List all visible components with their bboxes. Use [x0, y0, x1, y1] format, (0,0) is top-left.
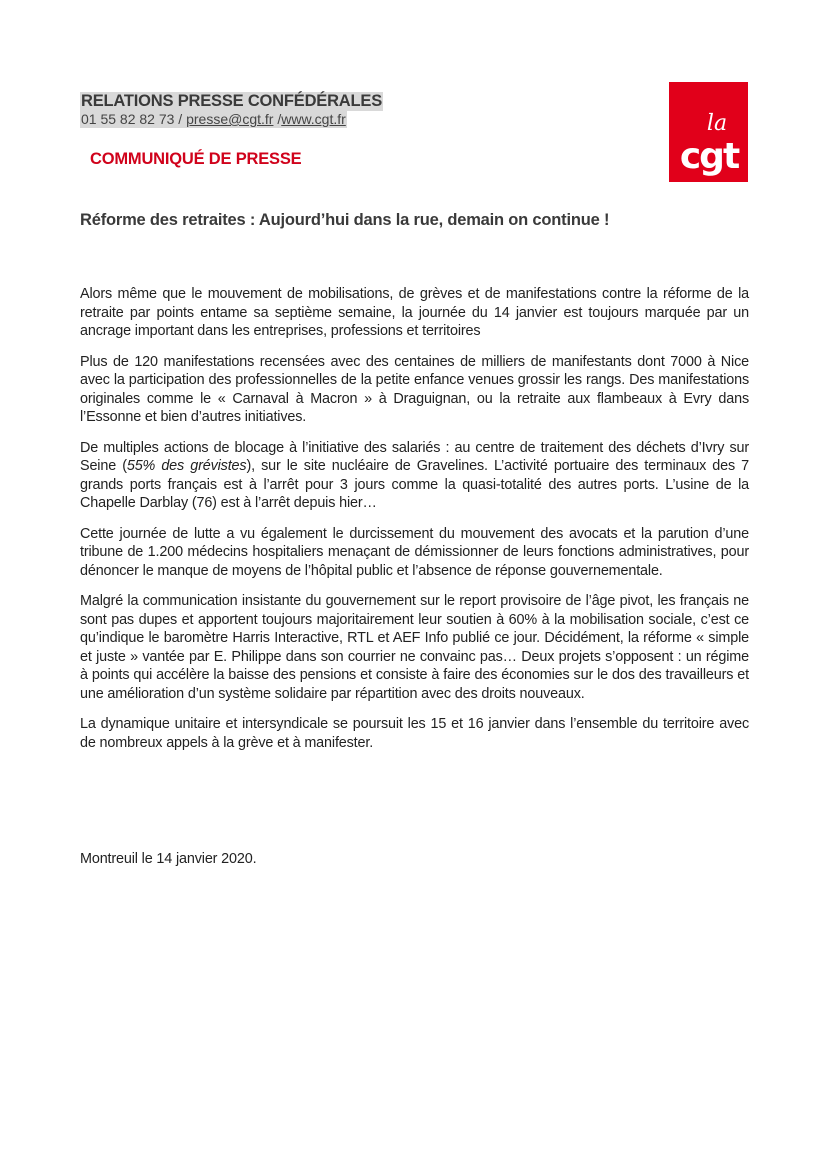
- contact-line: [80, 111, 347, 128]
- phone-number: 01 55 82 82 73: [81, 111, 175, 127]
- paragraph-text: ), sur le site nucléaire de Gravelines. L’activité portuaire des terminaux des 7 grands ports français est à l’arrêt pour 3 jours comme la quasi-totalité des autres ports. L’usine de la Chapelle Darblay (76) est à l’arrêt depuis hier…: [80, 458, 750, 511]
- contact-separator: /: [273, 111, 282, 127]
- website-link[interactable]: www.cgt.fr: [281, 111, 346, 127]
- headline: Réforme des retraites : Aujourd’hui dans la rue, demain on continue !: [80, 211, 610, 229]
- press-release-label: COMMUNIQUÉ DE PRESSE: [90, 150, 302, 168]
- paragraph: La dynamique unitaire et intersyndicale se poursuit les 15 et 16 janvier dans l’ensemble du territoire avec de nombreux appels à la grève et à manifester.: [80, 716, 749, 751]
- paragraph: [80, 439, 749, 513]
- email-link[interactable]: presse@cgt.fr: [186, 111, 274, 127]
- org-title: RELATIONS PRESSE CONFÉDÉRALES: [81, 92, 383, 110]
- press-relations-header: [80, 92, 383, 129]
- strike-percentage: 55% des grévistes: [126, 458, 247, 474]
- paragraph: Alors même que le mouvement de mobilisations, de grèves et de manifestations contre la réforme de la retraite par points entame sa septième semaine, la journée du 14 janvier est toujours marquée par un ancrage important dans les entreprises, professions et territoires: [80, 286, 749, 339]
- logo-text-large: cgt: [679, 136, 739, 177]
- logo-text-small: la: [706, 111, 728, 136]
- press-release-body: [80, 285, 749, 764]
- signature-date: Montreuil le 14 janvier 2020.: [80, 851, 257, 867]
- contact-separator: /: [174, 111, 187, 127]
- paragraph: Plus de 120 manifestations recensées avec des centaines de milliers de manifestants dont 7000 à Nice avec la participation des professionnelles de la petite enfance venues grossir les rangs. Des manifestations originales comme le « Carnaval à Macron » à Draguignan, ou la retraite aux flambeaux à Evry dans l’Essonne et bien d’autres initiatives.: [80, 353, 749, 425]
- paragraph: Cette journée de lutte a vu également le durcissement du mouvement des avocats et la parution d’une tribune de 1.200 médecins hospitaliers menaçant de démissionner de leurs fonctions administratives, pour dénoncer le manque de moyens de l’hôpital public et l’absence de réponse gouvernementale.: [80, 525, 749, 579]
- cgt-logo: [669, 82, 748, 182]
- cgt-logo-icon: [669, 82, 748, 182]
- paragraph: Malgré la communication insistante du gouvernement sur le report provisoire de l’âge pivot, les français ne sont pas dupes et apportent toujours majoritairement leur soutien à 60% à la mobilisation sociale, c’est ce qu’indique le baromètre Harris Interactive, RTL et AEF Info publié ce jour. Décidément, la réforme « simple et juste » vantée par E. Philippe dans son courrier ne convainc pas… Deux projets s’opposent : un régime à points qui accélère la baisse des pensions et consiste à faire des économies sur le dos des travailleurs et une amélioration d’un système solidaire par répartition avec des droits nouveaux.: [80, 593, 749, 702]
- paragraph-text: De multiples actions de blocage à l’initiative des salariés : au centre de traitement des déchets d’Ivry sur Seine (: [80, 439, 749, 474]
